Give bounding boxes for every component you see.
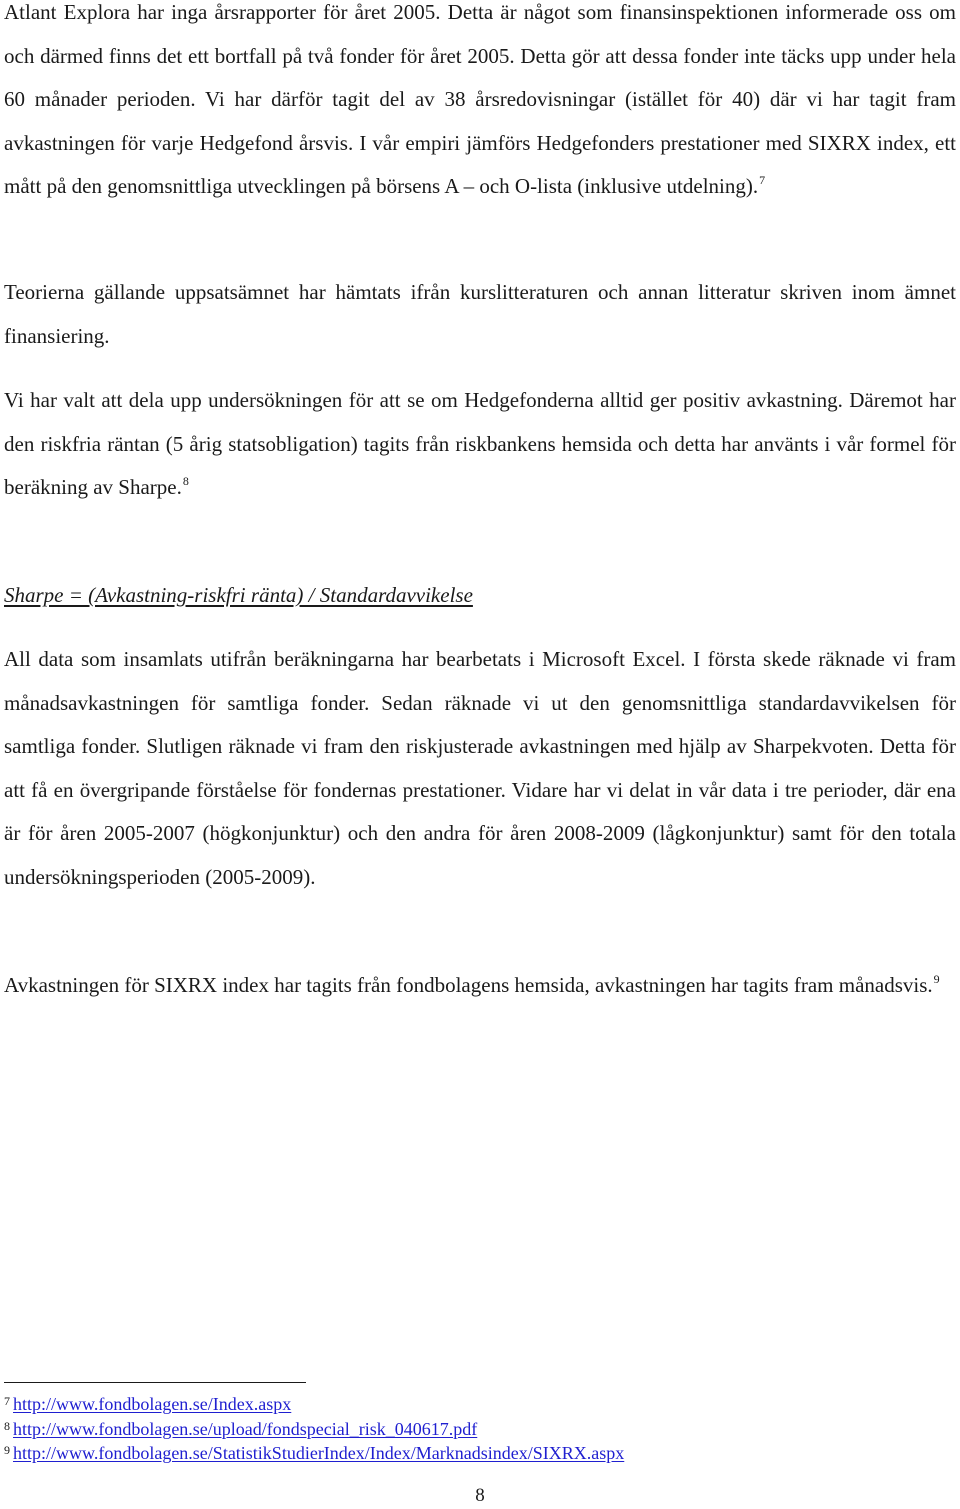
sharpe-formula: Sharpe = (Avkastning-riskfri ränta) / Standardavvikelse xyxy=(4,583,473,607)
footnotes xyxy=(4,1392,624,1466)
paragraph-excel-method xyxy=(4,638,956,899)
footnote-ref-8[interactable]: 8 xyxy=(182,474,189,488)
footnote-link[interactable]: http://www.fondbolagen.se/StatistikStudierIndex/Index/Marknadsindex/SIXRX.aspx xyxy=(13,1443,625,1463)
footnote-number: 8 xyxy=(4,1418,10,1433)
footnote-7 xyxy=(4,1392,624,1417)
footnote-link[interactable]: http://www.fondbolagen.se/upload/fondspecial_risk_040617.pdf xyxy=(13,1418,478,1439)
footnote-9 xyxy=(4,1441,624,1466)
paragraph-theories xyxy=(4,271,956,358)
footnote-ref-9[interactable]: 9 xyxy=(933,972,940,986)
page-number: 8 xyxy=(475,1485,485,1506)
footnote-ref-7[interactable]: 7 xyxy=(759,173,766,187)
paragraph-text: Teorierna gällande uppsatsämnet har hämtats ifrån kurslitteraturen och annan litteratur skriven inom ämnet finansiering. xyxy=(4,280,956,348)
paragraph-text: Atlant Explora har inga årsrapporter för året 2005. Detta är något som finansinspektionen informerade oss om och därmed finns det ett bortfall på två fonder för året 2005. Detta gör att dessa fonder inte täcks upp under hela 60 månader perioden. Vi har därför tagit del av 38 årsredovisningar (istället för 40) där vi har tagit fram avkastningen för varje Hedgefond årsvis. I vår empiri jämförs Hedgefonders prestationer med SIXRX index, ett mått på den genomsnittliga utvecklingen på börsens A – och O-lista (inklusive utdelning). xyxy=(4,0,956,198)
footnote-8 xyxy=(4,1417,624,1442)
footnote-separator xyxy=(4,1382,306,1383)
paragraph-text: Vi har valt att dela upp undersökningen för att se om Hedgefonderna alltid ger positiv avkastning. Däremot har den riskfria räntan (5 årig statsobligation) tagits från riskbankens hemsida och detta har använts i vår formel för beräkning av Sharpe. xyxy=(4,388,956,499)
paragraph-risk-free-rate xyxy=(4,379,956,510)
footnote-number: 9 xyxy=(4,1443,10,1457)
paragraph-text: All data som insamlats utifrån beräkningarna har bearbetats i Microsoft Excel. I första skede räknade vi fram månadsavkastningen för samtliga fonder. Sedan räknade vi ut den genomsnittliga standardavvikelsen för samtliga fonder. Slutligen räknade vi fram den riskjusterade avkastningen med hjälp av Sharpekvoten. Detta för att få en övergripande förståelse för fondernas prestationer. Vidare har vi delat in vår data i tre perioder, där ena är för åren 2005-2007 (högkonjunktur) och den andra för åren 2008-2009 (lågkonjunktur) samt för den totala undersökningsperioden (2005-2009). xyxy=(4,647,956,889)
paragraph-sixrx-returns xyxy=(4,964,940,1008)
paragraph-text: Avkastningen för SIXRX index har tagits från fondbolagens hemsida, avkastningen har tagits fram månadsvis. xyxy=(4,973,933,997)
paragraph-data-sources xyxy=(4,0,956,209)
footnote-number: 7 xyxy=(4,1394,10,1408)
footnote-link[interactable]: http://www.fondbolagen.se/Index.aspx xyxy=(13,1394,292,1414)
